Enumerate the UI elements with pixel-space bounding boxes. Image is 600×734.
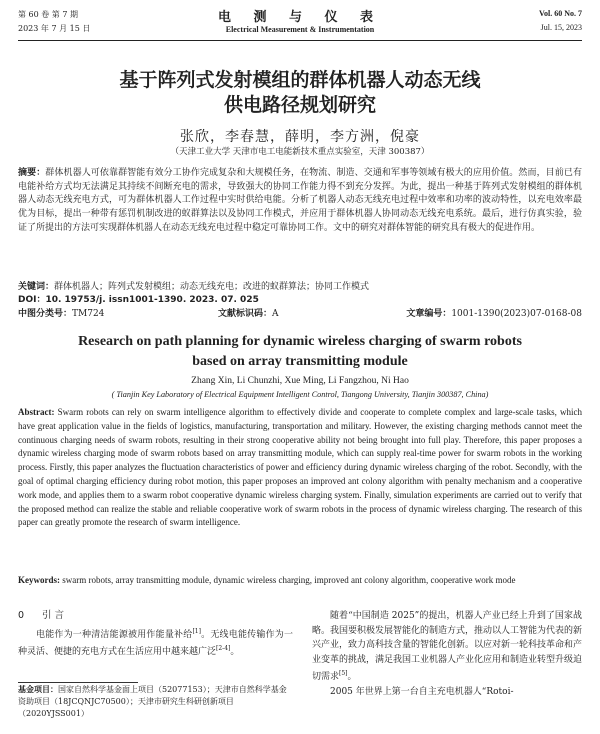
footnote-rule [18,682,138,683]
funding-text: 国家自然科学基金面上项目（52077153）；天津市自然科学基金资助项目（18JCQNJC70500）；天津市研究生科研创新项目（2020YJSS001） [18,685,287,718]
journal-name-en: Electrical Measurement & Instrumentation [225,25,375,34]
intro-paragraph [18,625,293,659]
funding-footnote [18,684,293,720]
authors-en: Zhang Xin, Li Chunzhi, Xue Ming, Li Fangzhou, Ni Hao [191,376,409,386]
section-heading [18,609,293,623]
section-number: 0 [18,610,25,621]
title-en-line1: Research on path planning for dynamic wireless charging of swarm robots [78,334,522,349]
keywords-text-cn: 群体机器人；阵列式发射模组；动态无线充电；改进的蚁群算法；协同工作模式 [54,282,370,292]
doc-code-value: A [272,309,279,319]
abstract-label-en: Abstract: [18,407,55,417]
intro-text-2: 。无线电能传输作为一种灵活、便捷的充电方式在生活应用中越来越广泛 [18,630,293,657]
abstract-en [18,406,582,530]
clc-label: 中图分类号： [18,309,73,319]
body-left-column [18,609,293,659]
abstract-text-cn: 群体机器人可依靠群智能有效分工协作完成复杂和大规模任务，在物流、制造、交通和军事等领域有极大的应用价值。然而，目前已有电能补给方式均无法满足其持续不间断充电的需求，导致强大的协同工作能力得不到充分发挥。为此，提出一种基于阵列式发射模组的群体机器人动态无线充电方式，可为群体机器人工作过程中实时供给电能。分析了机器人动态无线充电过程中效率和功率的波动特性，以充电效率最优为目标，提出一种带有惩罚机制改进的蚁群算法以及协同工作模式，并应用于群体机器人协同动态无线充电系统。最后，进行仿真实验，验证了所提出的方法可实现群体机器人在动态无线充电过程中稳定可靠协同工作。文中的研究对群体智能的研究具有极大的促进作用。 [18,168,582,233]
right-paragraph-1 [312,609,582,685]
right-paragraph-2: 2005 年世界上第一台自主充电机器人“Rotoi- [330,686,514,697]
right-text-1-end: 。 [347,672,357,682]
authors-cn: 张欣，李春慧，薛明，李方洲，倪豪 [180,129,420,145]
citation-1: [1] [192,628,201,635]
article-no-value: 1001-1390(2023)07-0168-08 [451,309,582,319]
affiliation-cn: （天津工业大学 天津市电工电能新技术重点实验室，天津 300387） [170,147,430,157]
date-cn: 2023 年 7 月 15 日 [18,24,91,33]
body-right-column [312,609,582,699]
journal-name-cn: 电 测 与 仪 表 [217,10,383,25]
doc-code-label: 文献标识码： [218,309,273,319]
intro-text-3: 。 [230,647,240,657]
abstract-label-cn: 摘要： [18,168,46,178]
title-cn-line1: 基于阵列式发射模组的群体机器人动态无线 [119,69,481,91]
clc-value: TM724 [72,309,105,319]
section-title: 引 言 [42,610,65,621]
intro-text-1: 电能作为一种清洁能源被用作能量补给 [36,630,193,640]
classification-codes [18,306,582,320]
title-en-line2: based on array transmitting module [192,354,408,369]
keywords-text-en: swarm robots, array transmitting module, dynamic wireless charging, improved ant colony algorithm, cooperative work mode [60,575,516,585]
keywords-cn [18,279,369,292]
volume-issue-en: Vol. 60 No. 7 [538,9,582,18]
keywords-en [18,574,582,588]
date-en: Jul. 15, 2023 [540,23,582,32]
volume-issue-cn: 第 60 卷 第 7 期 [18,10,78,19]
title-en [40,332,560,372]
citation-2: [2-4] [216,645,231,652]
doi: DOI：10. 19753/j. issn1001-1390. 2023. 07. 025 [18,295,259,305]
title-cn [60,68,540,118]
funding-label: 基金项目： [18,685,58,694]
abstract-text-en: Swarm robots can rely on swarm intelligence algorithm to effectively divide and cooperate to complete complex and large-scale tasks, which have great application value in the fields of logistics, manufacturing, transportation and military. However, the existing charging methods cannot meet the continuous charging needs of swarm robots, resulting in their strong cooperative ability not being brought into full play. Therefore, this paper proposes a dynamic wireless charging mode of swarm robots based on array transmitting module, which can supply real-time power for swarm robots in the working process. Firstly, this paper analyzes the fluctuation characteristics of power and efficiency during dynamic wireless charging of the robot. Secondly, with the goal of optimal charging efficiency during robot motion, this paper proposes an improved ant colony algorithm with penalty mechanism and a cooperative work mode, and applies them to a swarm robot cooperative dynamic wireless charging system. Finally, simulation experiments are carried out to verify that the proposed method can realize the stable and reliable cooperative work of swarm robots in the process of dynamic wireless charging. The research of this paper can greatly promote the research of swarm intelligence. [18,407,582,528]
title-cn-line2: 供电路径规划研究 [223,94,376,116]
abstract-cn [18,167,582,236]
right-text-1: 随着“中国制造 2025”的提出，机器人产业已经上升到了国家战略。我国要积极发展智能化的制造方式，推动以人工智能为代表的新兴产业，致力高科技含量的智能化创新。以应对新一轮科技革命和产业变革的挑战，满足我国工业机器人产业化应用和制造业转型升级迫切需求 [312,611,583,682]
article-no-label: 文章编号： [406,309,452,319]
running-header [18,6,582,41]
keywords-label-cn: 关键词： [18,282,55,292]
citation-5: [5] [339,670,348,677]
affiliation-en: ( Tianjin Key Laboratory of Electrical Equipment Intelligent Control, Tiangong University, Tianjin 300387, China) [111,390,489,399]
keywords-label-en: Keywords: [18,575,60,585]
